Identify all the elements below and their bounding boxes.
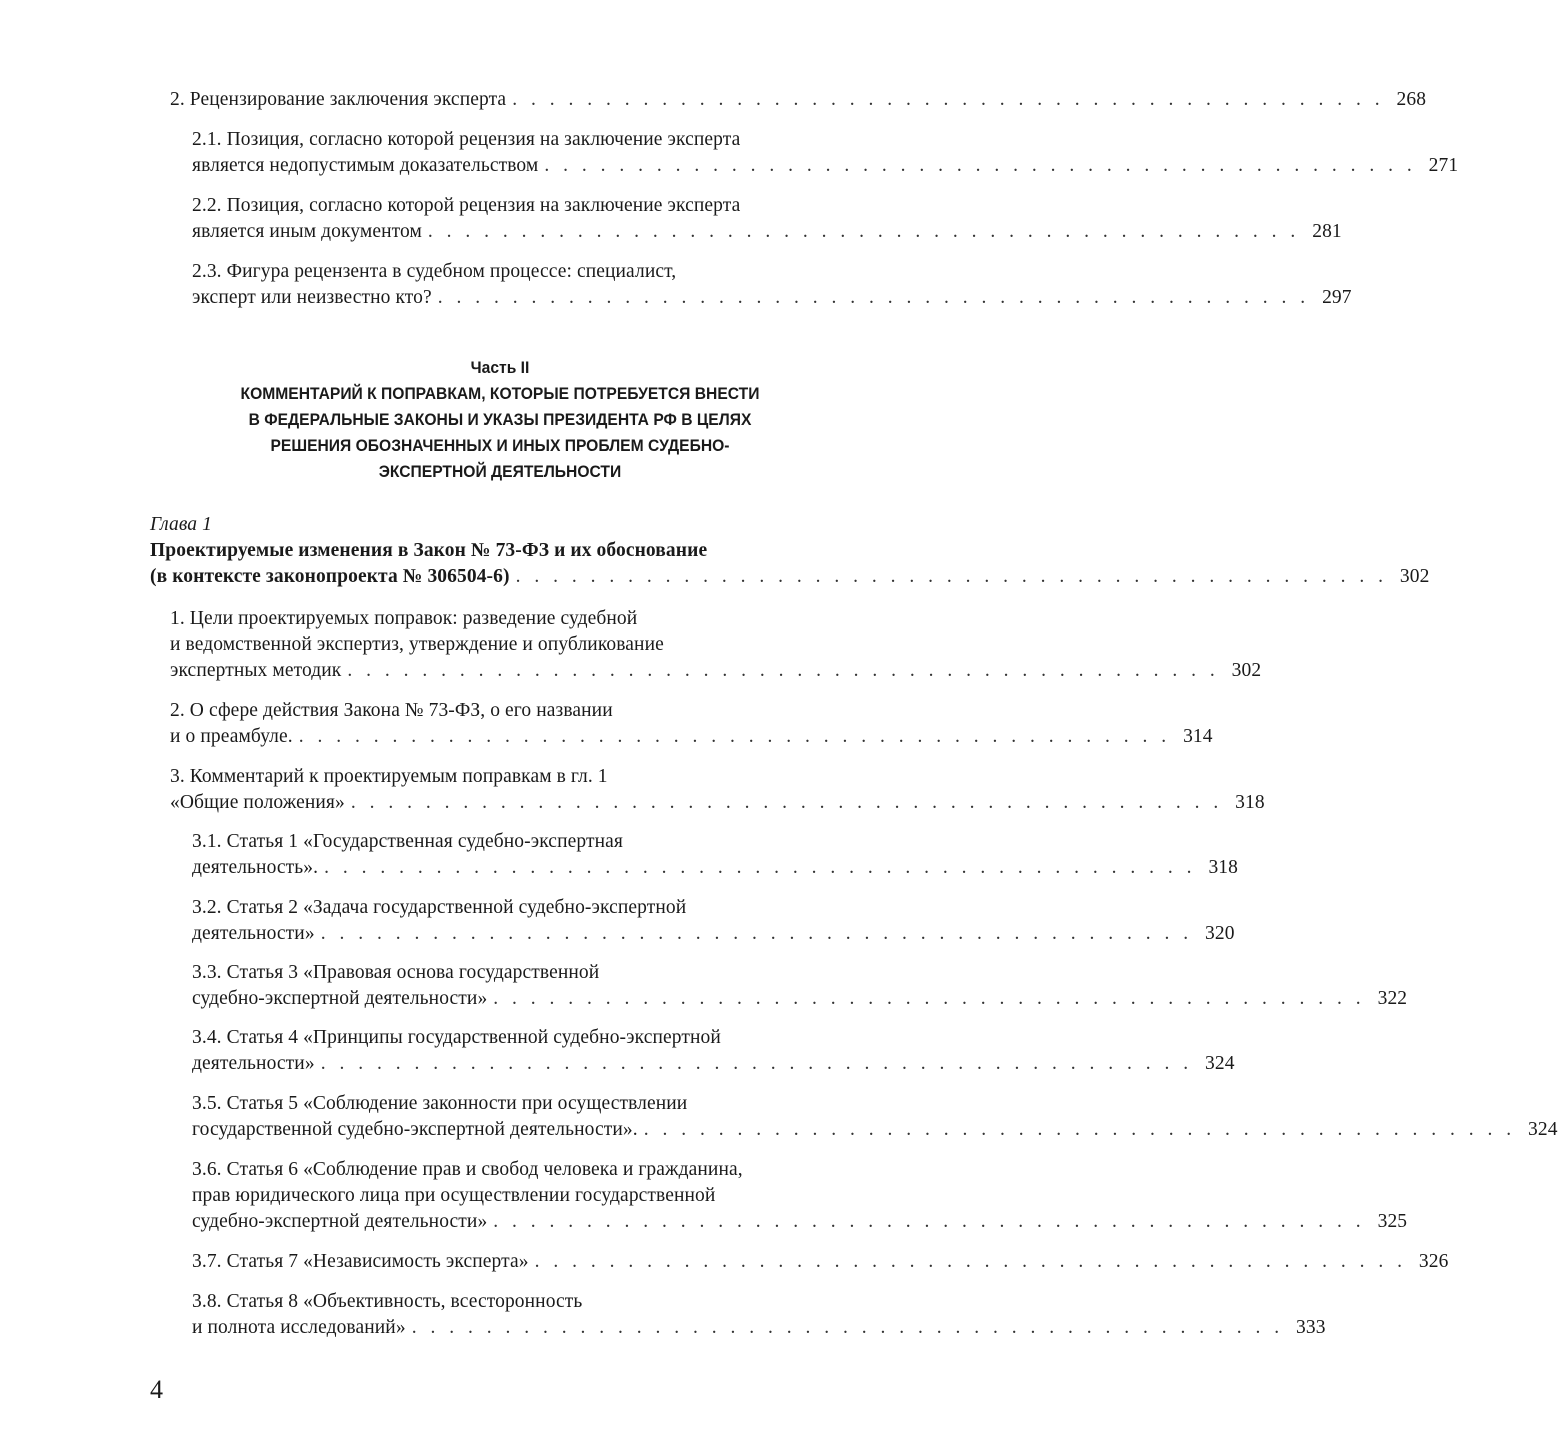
leader-dots: . . . . . . . . . . . . . . . . . . . . . . . . . . . . . . . . . . . . . . . . . . . . . . . (643, 1119, 1516, 1140)
toc-page-number: 297 (1322, 287, 1352, 308)
chapter-label: Глава 1 (150, 514, 212, 535)
page-folio: 4 (150, 1375, 163, 1404)
toc-entry-ch-3-5 (192, 1091, 1558, 1143)
leader-dots: . . . . . . . . . . . . . . . . . . . . . . . . . . . . . . . . . . . . . . . . . . . . . . . (544, 155, 1417, 176)
toc-page-number: 320 (1205, 923, 1235, 944)
toc-entry-text: 1. Цели проектируемых поправок: разведение судебной (170, 608, 638, 629)
leader-dots: . . . . . . . . . . . . . . . . . . . . . . . . . . . . . . . . . . . . . . . . . . . . . . . (512, 89, 1385, 110)
leader-dots: . . . . . . . . . . . . . . . . . . . . . . . . . . . . . . . . . . . . . . . . . . . . . . . (320, 1053, 1193, 1074)
toc-entry-text: 2.2. Позиция, согласно которой рецензия на заключение эксперта (192, 195, 741, 216)
toc-entry-ch-3-1 (192, 829, 1238, 881)
toc-entry-text: и ведомственной экспертиз, утверждение и опубликование (170, 634, 664, 655)
toc-entry-text: является недопустимым доказательством (192, 155, 539, 176)
toc-entry-ch-3-2 (192, 895, 1235, 947)
part-label: Часть II (470, 358, 530, 377)
chapter-title: (в контексте законопроекта № 306504-6) (150, 566, 510, 587)
toc-entry-text: является иным документом (192, 221, 422, 242)
chapter-title: Проектируемые изменения в Закон № 73-ФЗ и их обоснование (150, 540, 708, 561)
toc-entry-text: эксперт или неизвестно кто? (192, 287, 432, 308)
toc-entry-ch-3-7 (192, 1249, 1449, 1275)
part-title-line: В ФЕДЕРАЛЬНЫЕ ЗАКОНЫ И УКАЗЫ ПРЕЗИДЕНТА РФ В ЦЕЛЯХ (248, 410, 752, 429)
toc-entry-text: экспертных методик (170, 660, 342, 681)
toc-entry-text: «Общие положения» (170, 792, 345, 813)
toc-entry-text: 3. Комментарий к проектируемым поправкам в гл. 1 (170, 766, 608, 787)
toc-entry-ch-3-4 (192, 1025, 1235, 1077)
toc-entry-text: деятельности» (192, 1053, 315, 1074)
toc-entry-ch-1 (170, 606, 1262, 684)
toc-entry-2-2 (192, 193, 1342, 245)
leader-dots: . . . . . . . . . . . . . . . . . . . . . . . . . . . . . . . . . . . . . . . . . . . . . . . (437, 287, 1310, 308)
part-title-line: ЭКСПЕРТНОЙ ДЕЯТЕЛЬНОСТИ (378, 462, 622, 481)
toc-entry-text: государственной судебно-экспертной деятельности». (192, 1119, 638, 1140)
toc-page-number: 271 (1428, 155, 1459, 176)
toc-entry-text: 3.4. Статья 4 «Принципы государственной судебно-экспертной (192, 1027, 721, 1048)
toc-entry-ch-3-6 (192, 1157, 1408, 1235)
toc-page-number: 302 (1231, 660, 1262, 681)
leader-dots: . . . . . . . . . . . . . . . . . . . . . . . . . . . . . . . . . . . . . . . . . . . . . . . (493, 988, 1366, 1009)
toc-entry-text: 2. О сфере действия Закона № 73-ФЗ, о его названии (170, 700, 613, 721)
leader-dots: . . . . . . . . . . . . . . . . . . . . . . . . . . . . . . . . . . . . . . . . . . . . . . . (298, 726, 1171, 747)
toc-entry-text: 3.5. Статья 5 «Соблюдение законности при осуществлении (192, 1093, 688, 1114)
chapter-entry (150, 512, 1430, 590)
toc-entry-text: и полнота исследований» (192, 1317, 406, 1338)
leader-dots: . . . . . . . . . . . . . . . . . . . . . . . . . . . . . . . . . . . . . . . . . . . . . . . (493, 1211, 1366, 1232)
leader-dots: . . . . . . . . . . . . . . . . . . . . . . . . . . . . . . . . . . . . . . . . . . . . . . . (320, 923, 1193, 944)
leader-dots: . . . . . . . . . . . . . . . . . . . . . . . . . . . . . . . . . . . . . . . . . . . . . . . (350, 792, 1223, 813)
leader-dots: . . . . . . . . . . . . . . . . . . . . . . . . . . . . . . . . . . . . . . . . . . . . . . . (427, 221, 1300, 242)
toc-entry-text: судебно-экспертной деятельности» (192, 1211, 488, 1232)
toc-entry-text: деятельность». (192, 857, 319, 878)
part-heading (224, 355, 776, 485)
toc-page-number: 302 (1399, 566, 1430, 587)
toc-page-number: 325 (1377, 1211, 1408, 1232)
toc-page-number: 318 (1235, 792, 1265, 813)
toc-entry-text: 3.3. Статья 3 «Правовая основа государственной (192, 962, 600, 983)
toc-entry-text: и о преамбуле. (170, 726, 293, 747)
toc-page-number: 318 (1208, 857, 1238, 878)
toc-entry-text: 3.6. Статья 6 «Соблюдение прав и свобод человека и гражданина, (192, 1159, 743, 1180)
toc-entry-2-1 (192, 127, 1459, 179)
toc-entry-ch-3-3 (192, 960, 1408, 1012)
part-title-line: КОММЕНТАРИЙ К ПОПРАВКАМ, КОТОРЫЕ ПОТРЕБУЕТСЯ ВНЕСТИ (240, 384, 760, 403)
leader-dots: . . . . . . . . . . . . . . . . . . . . . . . . . . . . . . . . . . . . . . . . . . . . . . . (534, 1251, 1407, 1272)
toc-entry-text: 3.1. Статья 1 «Государственная судебно-экспертная (192, 831, 623, 852)
toc-page-number: 322 (1377, 988, 1408, 1009)
toc-entry-text: 2.1. Позиция, согласно которой рецензия на заключение эксперта (192, 129, 741, 150)
toc-page-number: 281 (1312, 221, 1342, 242)
toc-page-number: 333 (1296, 1317, 1326, 1338)
toc-entry-text: прав юридического лица при осуществлении государственной (192, 1185, 716, 1206)
toc-entry-text: 2. Рецензирование заключения эксперта (170, 89, 507, 110)
toc-entry-ch-2 (170, 698, 1213, 750)
leader-dots: . . . . . . . . . . . . . . . . . . . . . . . . . . . . . . . . . . . . . . . . . . . . . . . (411, 1317, 1284, 1338)
toc-page-number: 314 (1183, 726, 1213, 747)
toc-page-number: 326 (1418, 1251, 1449, 1272)
toc-entry-2 (170, 87, 1427, 113)
toc-entry-2-3 (192, 259, 1352, 311)
toc-entry-text: 2.3. Фигура рецензента в судебном процессе: специалист, (192, 261, 677, 282)
leader-dots: . . . . . . . . . . . . . . . . . . . . . . . . . . . . . . . . . . . . . . . . . . . . . . . (515, 566, 1388, 587)
toc-page-number: 324 (1205, 1053, 1235, 1074)
leader-dots: . . . . . . . . . . . . . . . . . . . . . . . . . . . . . . . . . . . . . . . . . . . . . . . (347, 660, 1220, 681)
toc-entry-ch-3-8 (192, 1289, 1326, 1341)
toc-page-number: 324 (1528, 1119, 1558, 1140)
toc-entry-ch-3 (170, 764, 1265, 816)
toc-entry-text: деятельности» (192, 923, 315, 944)
leader-dots: . . . . . . . . . . . . . . . . . . . . . . . . . . . . . . . . . . . . . . . . . . . . . . . (324, 857, 1196, 878)
toc-page-number: 268 (1396, 89, 1427, 110)
toc-entry-text: 3.8. Статья 8 «Объективность, всесторонность (192, 1291, 583, 1312)
toc-entry-text: судебно-экспертной деятельности» (192, 988, 488, 1009)
toc-entry-text: 3.2. Статья 2 «Задача государственной судебно-экспертной (192, 897, 687, 918)
part-title-line: РЕШЕНИЯ ОБОЗНАЧЕННЫХ И ИНЫХ ПРОБЛЕМ СУДЕБНО- (270, 436, 730, 455)
toc-entry-text: 3.7. Статья 7 «Независимость эксперта» (192, 1251, 529, 1272)
